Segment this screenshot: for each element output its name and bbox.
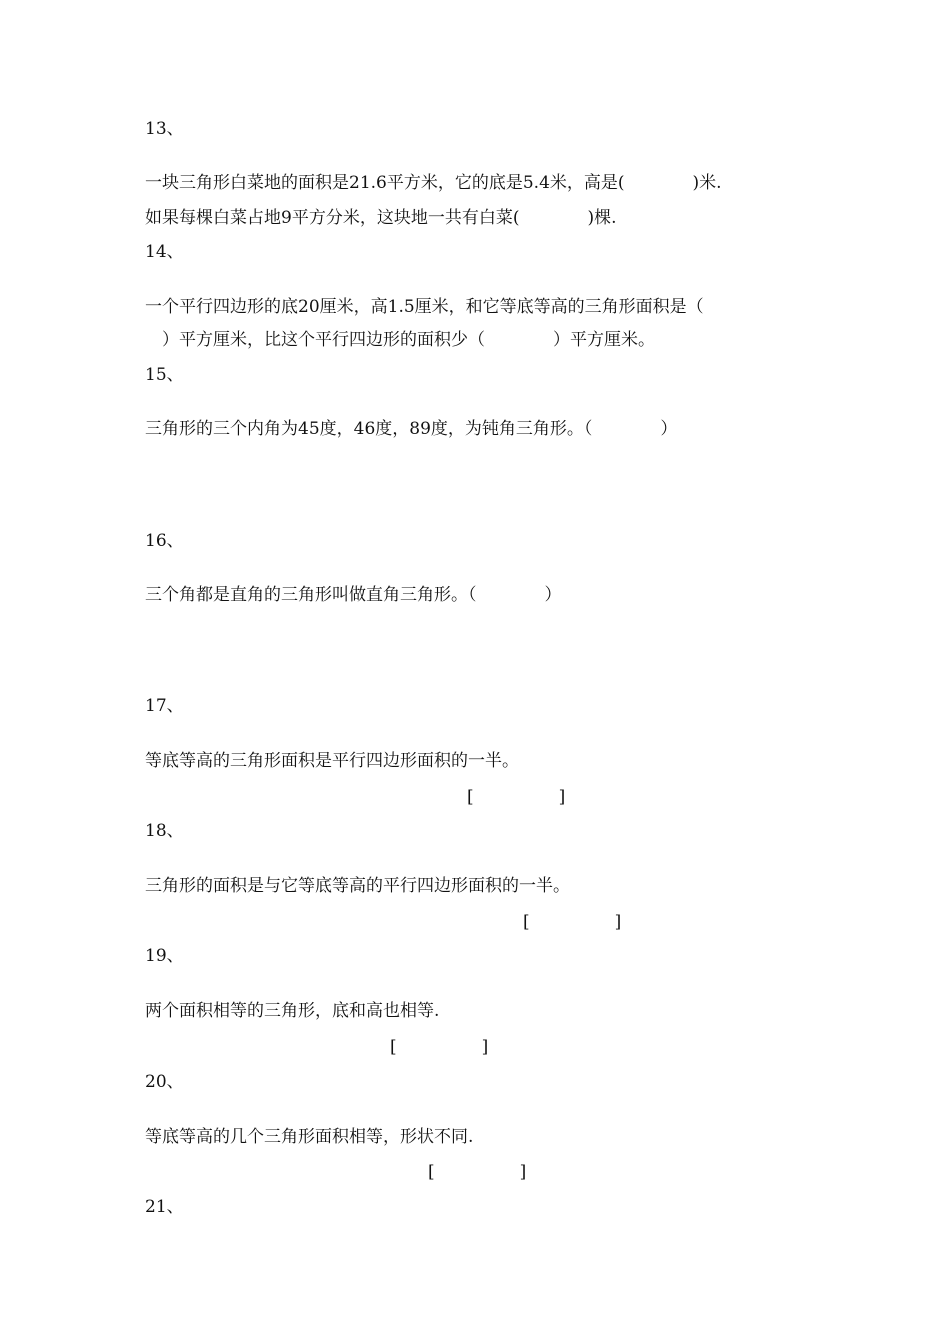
question-19-line-1: 两个面积相等的三角形，底和高也相等.: [145, 1001, 440, 1021]
question-14-line-1: 一个平行四边形的底20厘米，高1.5厘米，和它等底等高的三角形面积是（: [145, 297, 704, 317]
question-20-line-1: 等底等高的几个三角形面积相等，形状不同.: [145, 1127, 474, 1147]
question-17-number: 17、: [145, 696, 184, 716]
question-13-line-2: 如果每棵白菜占地9平方分米，这块地一共有白菜( )棵.: [145, 208, 617, 228]
question-18-answer-bracket[interactable]: [ ]: [523, 912, 622, 932]
question-13-number: 13、: [145, 119, 184, 139]
question-18-line-1: 三角形的面积是与它等底等高的平行四边形面积的一半。: [145, 876, 570, 896]
question-21-number: 21、: [145, 1197, 184, 1217]
question-19-number: 19、: [145, 946, 184, 966]
question-13-line-1: 一块三角形白菜地的面积是21.6平方米，它的底是5.4米，高是( )米.: [145, 173, 722, 193]
question-16-line-1: 三个角都是直角的三角形叫做直角三角形。（ ）: [145, 585, 562, 605]
question-15-number: 15、: [145, 365, 184, 385]
question-18-number: 18、: [145, 821, 184, 841]
question-14-number: 14、: [145, 242, 184, 262]
question-17-line-1: 等底等高的三角形面积是平行四边形面积的一半。: [145, 751, 519, 771]
question-20-answer-bracket[interactable]: [ ]: [428, 1162, 527, 1182]
question-17-answer-bracket[interactable]: [ ]: [467, 787, 566, 807]
question-20-number: 20、: [145, 1072, 184, 1092]
question-14-line-2: ）平方厘米，比这个平行四边形的面积少（ ）平方厘米。: [145, 330, 655, 350]
question-19-answer-bracket[interactable]: [ ]: [390, 1037, 489, 1057]
question-15-line-1: 三角形的三个内角为45度，46度，89度，为钝角三角形。（ ）: [145, 419, 678, 439]
question-16-number: 16、: [145, 531, 184, 551]
